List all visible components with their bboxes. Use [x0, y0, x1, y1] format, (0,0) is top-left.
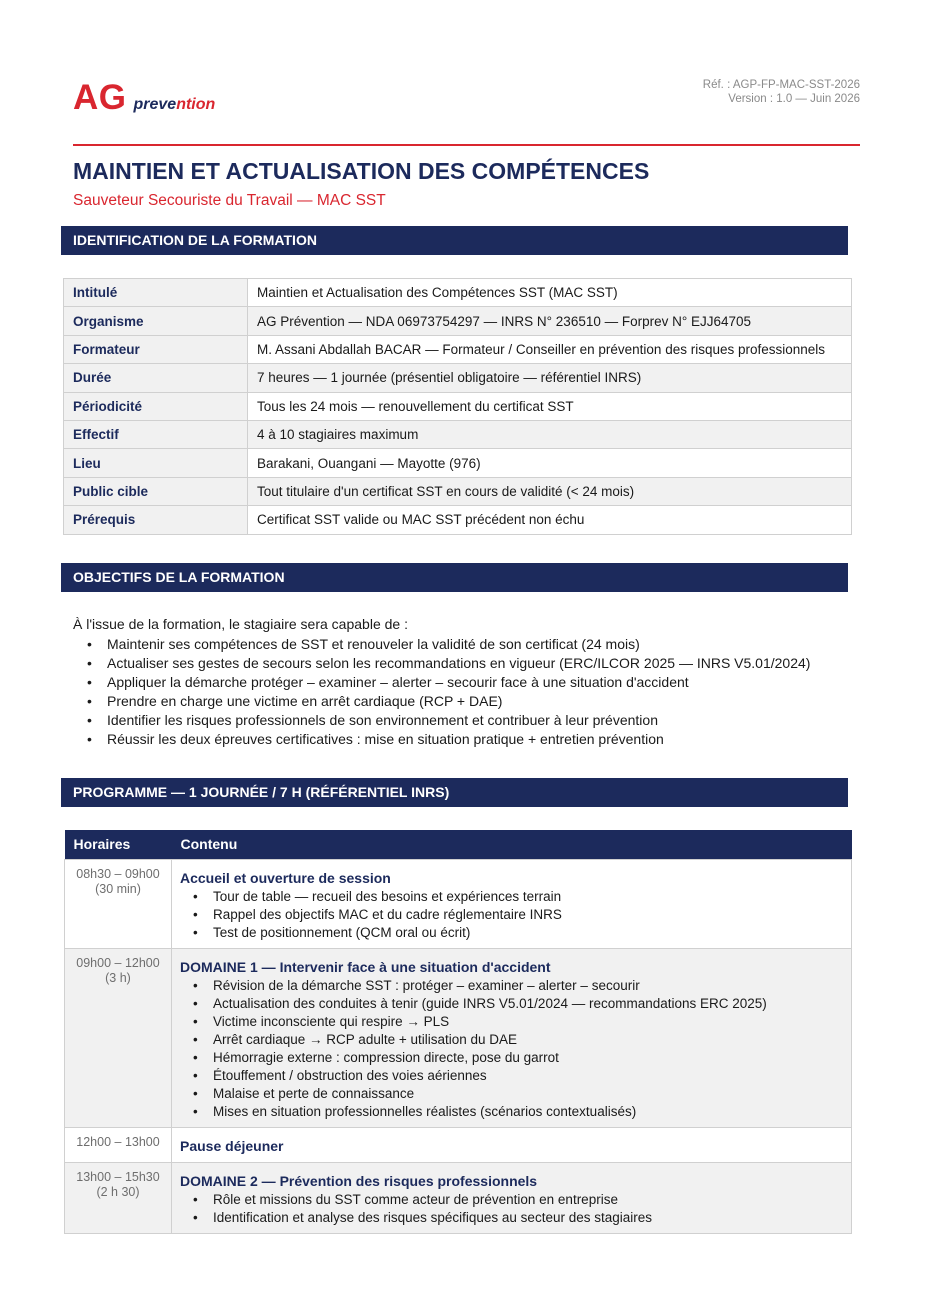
table-row	[65, 1162, 852, 1233]
list-item: • Test de positionnement (QCM oral ou écrit)	[193, 924, 842, 942]
list-item: • Identifier les risques professionnels de son environnement et contribuer à leur prévention	[87, 711, 810, 730]
table-row	[65, 859, 852, 948]
table-row	[64, 506, 852, 534]
content-cell	[172, 859, 852, 948]
column-header-contenu: Contenu	[172, 830, 852, 859]
field-label: Prérequis	[64, 506, 248, 534]
content-cell	[172, 1162, 852, 1233]
list-item: • Maintenir ses compétences de SST et renouveler la validité de son certificat (24 mois)	[87, 635, 810, 654]
field-label: Organisme	[64, 307, 248, 335]
section-header-identification: IDENTIFICATION DE LA FORMATION	[61, 226, 848, 255]
page-title: MAINTIEN ET ACTUALISATION DES COMPÉTENCES	[73, 158, 650, 184]
block-title: Pause déjeuner	[180, 1137, 284, 1154]
block-title: DOMAINE 2 — Prévention des risques professionnels	[180, 1172, 538, 1189]
list-item: • Tour de table — recueil des besoins et expériences terrain	[193, 888, 842, 906]
table-row	[64, 449, 852, 477]
list-item: • Réussir les deux épreuves certificatives : mise en situation pratique + entretien prévention	[87, 730, 810, 749]
table-row	[64, 279, 852, 307]
list-item: • Identification et analyse des risques spécifiques au secteur des stagiaires	[193, 1209, 842, 1227]
block-items	[193, 1191, 842, 1227]
list-item: • Révision de la démarche SST : protéger – examiner – alerter – secourir	[193, 977, 842, 995]
company-logo	[73, 78, 215, 118]
table-row	[65, 1127, 852, 1162]
content-cell	[172, 948, 852, 1127]
time-slot: 13h00 – 15h30	[76, 1169, 160, 1184]
table-row	[64, 364, 852, 392]
field-label: Public cible	[64, 477, 248, 505]
duration: (30 min)	[95, 881, 141, 896]
table-row	[64, 420, 852, 448]
list-item: • Rôle et missions du SST comme acteur de prévention en entreprise	[193, 1191, 842, 1209]
column-header-horaires: Horaires	[65, 830, 172, 859]
field-value: Tout titulaire d'un certificat SST en cours de validité (< 24 mois)	[248, 477, 852, 505]
field-label: Effectif	[64, 420, 248, 448]
table-row	[64, 392, 852, 420]
document-reference	[703, 78, 860, 106]
table-row	[64, 335, 852, 363]
field-label: Périodicité	[64, 392, 248, 420]
list-item: • Mises en situation professionnelles réalistes (scénarios contextualisés)	[193, 1103, 842, 1121]
list-item: • Actualiser ses gestes de secours selon les recommandations en vigueur (ERC/ILCOR 2025 — INRS V5.01/2024)	[87, 654, 810, 673]
list-item: • Malaise et perte de connaissance	[193, 1085, 842, 1103]
list-item: • Rappel des objectifs MAC et du cadre réglementaire INRS	[193, 906, 842, 924]
objectives-intro: À l'issue de la formation, le stagiaire sera capable de :	[73, 616, 408, 632]
time-cell	[65, 859, 172, 948]
identification-table	[63, 278, 852, 535]
field-value: 7 heures — 1 journée (présentiel obligatoire — référentiel INRS)	[248, 364, 852, 392]
time-slot: 09h00 – 12h00	[76, 955, 160, 970]
field-value: 4 à 10 stagiaires maximum	[248, 420, 852, 448]
block-title: DOMAINE 1 — Intervenir face à une situation d'accident	[180, 958, 551, 975]
block-items	[193, 977, 842, 1121]
list-item: • Hémorragie externe : compression directe, pose du garrot	[193, 1049, 842, 1067]
table-row	[64, 477, 852, 505]
field-value: Certificat SST valide ou MAC SST précédent non échu	[248, 506, 852, 534]
list-item: • Victime inconsciente qui respire → PLS	[193, 1013, 842, 1031]
logo-prevention-text: prevention	[133, 96, 216, 113]
field-value: Maintien et Actualisation des Compétences SST (MAC SST)	[248, 279, 852, 307]
objectives-list	[87, 635, 810, 749]
list-item: • Étouffement / obstruction des voies aériennes	[193, 1067, 842, 1085]
list-item: • Appliquer la démarche protéger – examiner – alerter – secourir face à une situation d'accident	[87, 673, 810, 692]
content-cell	[172, 1127, 852, 1162]
field-value: AG Prévention — NDA 06973754297 — INRS N° 236510 — Forprev N° EJJ64705	[248, 307, 852, 335]
reference-number: Réf. : AGP-FP-MAC-SST-2026	[702, 79, 860, 91]
table-row	[65, 948, 852, 1127]
table-row	[64, 307, 852, 335]
logo-ag-text: AG	[73, 78, 127, 117]
time-cell	[65, 1162, 172, 1233]
section-header-objectifs: OBJECTIFS DE LA FORMATION	[61, 563, 848, 592]
duration: (3 h)	[105, 970, 131, 985]
field-value: Barakani, Ouangani — Mayotte (976)	[248, 449, 852, 477]
time-slot: 12h00 – 13h00	[76, 1134, 160, 1149]
field-label: Formateur	[64, 335, 248, 363]
field-label: Lieu	[64, 449, 248, 477]
programme-header-row	[65, 830, 852, 859]
time-cell	[65, 948, 172, 1127]
page-subtitle: Sauveteur Secouriste du Travail — MAC SST	[73, 192, 386, 209]
field-label: Intitulé	[64, 279, 248, 307]
list-item: • Actualisation des conduites à tenir (guide INRS V5.01/2024 — recommandations ERC 2025)	[193, 995, 842, 1013]
section-header-programme: PROGRAMME — 1 JOURNÉE / 7 H (RÉFÉRENTIEL INRS)	[61, 778, 848, 807]
field-label: Durée	[64, 364, 248, 392]
programme-table	[64, 830, 852, 1234]
list-item: • Prendre en charge une victime en arrêt cardiaque (RCP + DAE)	[87, 692, 810, 711]
document-header	[73, 74, 860, 146]
duration: (2 h 30)	[96, 1184, 140, 1199]
time-slot: 08h30 – 09h00	[76, 866, 160, 881]
field-value: Tous les 24 mois — renouvellement du certificat SST	[248, 392, 852, 420]
field-value: M. Assani Abdallah BACAR — Formateur / Conseiller en prévention des risques professionnels	[248, 335, 852, 363]
list-item: • Arrêt cardiaque → RCP adulte + utilisation du DAE	[193, 1031, 842, 1049]
time-cell	[65, 1127, 172, 1162]
block-title: Accueil et ouverture de session	[180, 869, 391, 886]
block-items	[193, 888, 842, 942]
version-label: Version : 1.0 — Juin 2026	[728, 93, 860, 105]
